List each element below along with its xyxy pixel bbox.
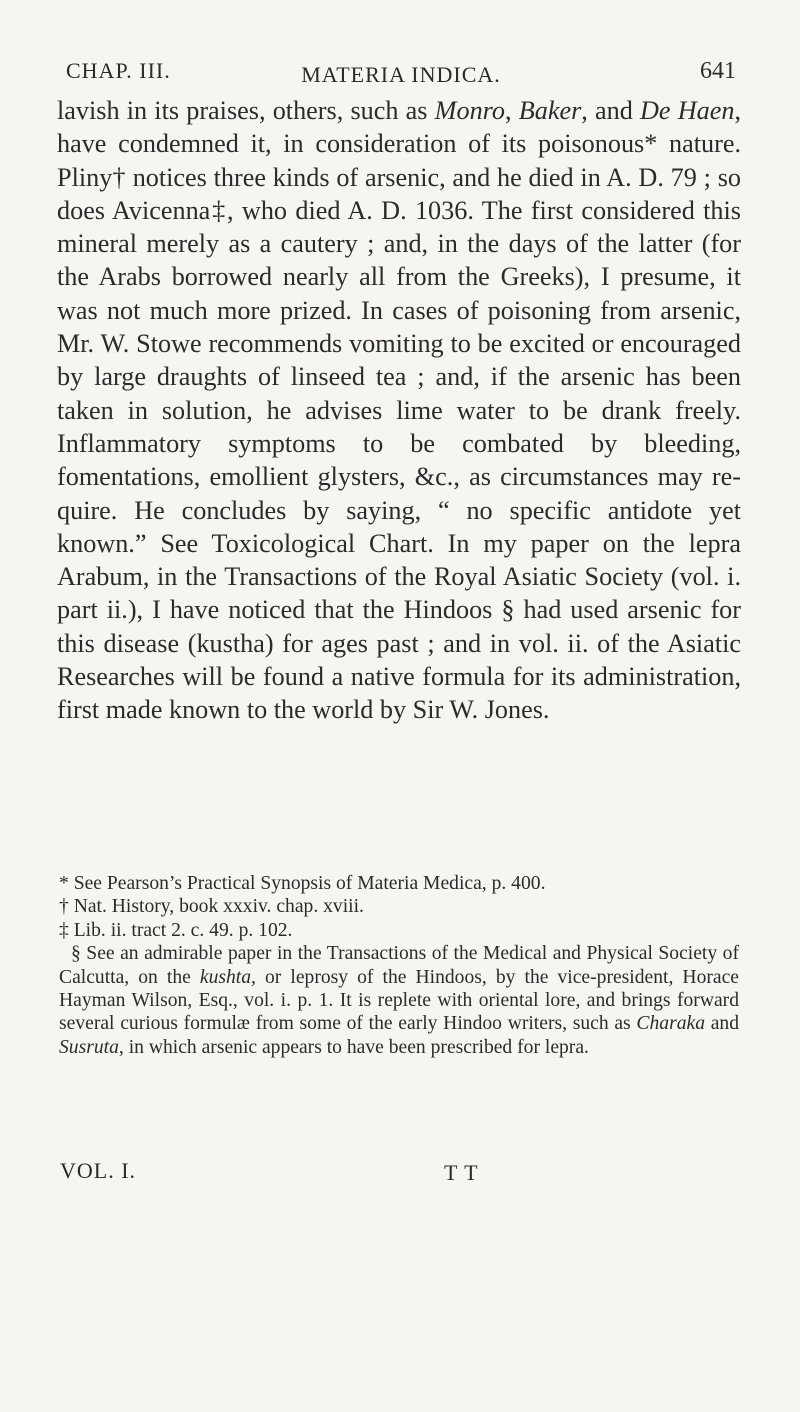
signature-line	[60, 1158, 740, 1188]
volume-label: VOL. I.	[60, 1158, 137, 1183]
text-run: , have condemned it, in consideration of its poisonous* nature. Pliny† notices three kinds of arsenic, and he died in A. D. 79 ; so does Avicenna‡, who died A. D. 1036. The first considered this mineral merely as a cautery ; and, in the days of the latter (for the Arabs borrowed nearly all from the Greeks), I presume, it was not much more prized. In cases of poisoning from arsenic, Mr. W. Stowe recommends vomiting to be excited or encouraged by large draughts of linseed tea ; and, if the arsenic has been taken in solution, he advises lime water to be drank freely. Inflammatory symptoms to be combated by bleeding, fomentations, emollient glysters, &c., as circumstances may require. He concludes by saying, “ no specific antidote yet known.” See Toxicological Chart. In my paper on the lepra Arabum, in the Transactions of the Royal Asiatic Society (vol. i. part ii.), I have noticed that the Hindoos § had used arsenic for this disease (kustha) for ages past ; and in vol. ii. of the Asiatic Researches will be found a native formula for its administration, first made known to the world by Sir W. Jones.	[57, 96, 742, 725]
author-name-susruta: Susruta	[59, 1036, 119, 1058]
author-name-de-haen: De Haen	[640, 96, 735, 125]
running-title: MATERIA INDICA.	[301, 62, 501, 87]
text-run: and	[704, 1013, 739, 1035]
term-kushta: kushta	[199, 966, 252, 988]
text-run: § See an admirable paper in the Transactions of the Medical and Physical Society of Calcutta, on the	[59, 943, 739, 988]
footnote-1: * See Pearson’s Practical Synopsis of Materia Medica, p. 400.	[59, 873, 546, 894]
author-name-monro: Monro	[434, 96, 505, 125]
text-run: , and	[581, 96, 641, 125]
body-paragraph	[57, 94, 741, 727]
text-run: lavish in its praises, others, such as	[57, 96, 435, 125]
footnote-2: † Nat. History, book xxxiv. chap. xviii.	[59, 896, 364, 918]
text-run: , or leprosy of the Hindoos, by the vice-president, Horace Hayman Wilson, Esq., vol. i. p. 1. It is replete with oriental lore, and brings forward several curious formulæ from some of the early Hindoo writers, such as	[59, 966, 739, 1035]
footnote-4	[59, 942, 739, 1059]
text-run: ,	[504, 96, 519, 125]
page-number: 641	[700, 58, 736, 84]
signature-mark: T T	[444, 1160, 479, 1185]
footnote-3: ‡ Lib. ii. tract 2. c. 49. p. 102.	[59, 919, 293, 941]
text-run: , in which arsenic appears to have been prescribed for lepra.	[118, 1036, 589, 1058]
footnotes	[59, 872, 739, 1059]
author-name-baker: Baker	[518, 96, 582, 125]
author-name-charaka: Charaka	[636, 1013, 705, 1035]
running-header	[66, 48, 736, 88]
main-text	[57, 94, 741, 727]
chapter-label: CHAP. III.	[66, 58, 171, 83]
